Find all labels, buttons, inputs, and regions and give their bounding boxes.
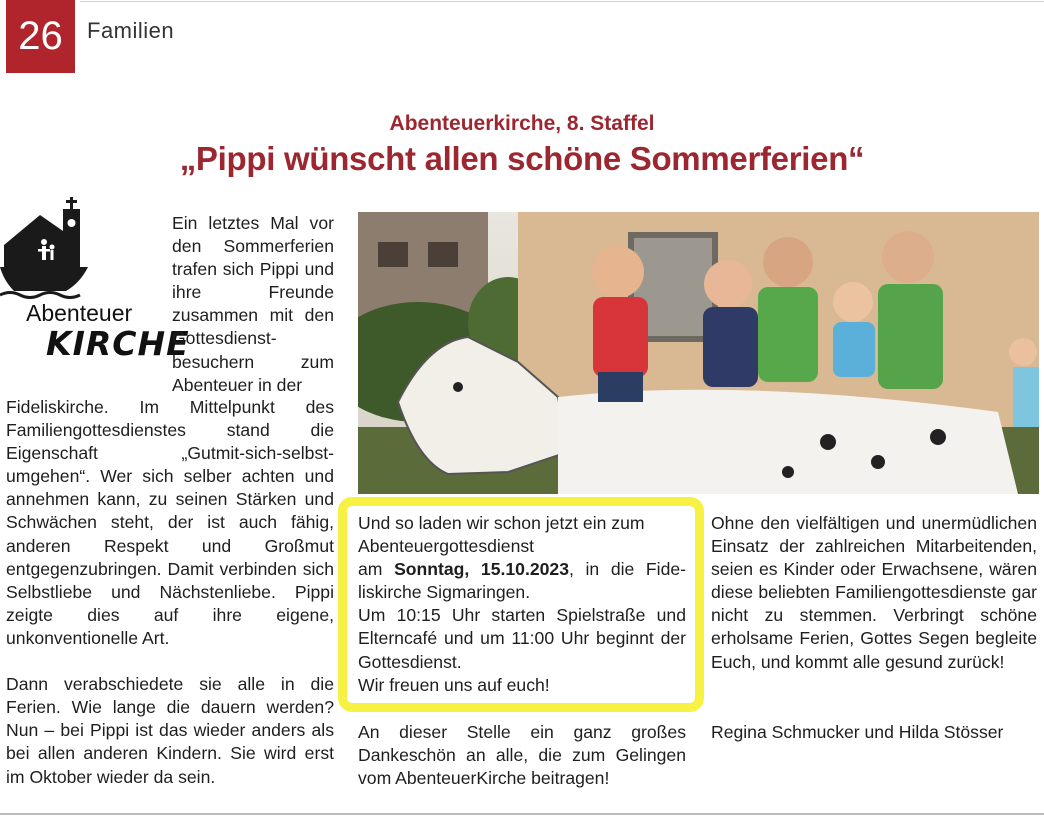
yellow-highlight-box <box>338 497 704 712</box>
section-title: Familien <box>87 18 175 43</box>
top-rule <box>80 1 1044 2</box>
column-3 <box>711 512 1037 674</box>
signature-block <box>711 721 1037 744</box>
column-1-main <box>6 396 334 789</box>
bottom-rule <box>0 813 1044 815</box>
thanks-paragraph: An dieser Stelle ein ganz großes Dankeschön an alle, die zum Gelingen vom AbenteuerKirche beitragen! <box>358 722 686 789</box>
invite-line-4: Wir freuen uns auf euch! <box>358 674 550 695</box>
column-1-intro <box>172 212 334 397</box>
logo-word-kirche: KIRCHE <box>46 324 190 363</box>
invite-line-3: Um 10:15 Uhr starten Spielstraße und Elterncafé und um 11:00 Uhr beginnt der Gottesdienst. <box>358 605 686 672</box>
article-kicker: Abenteuerkirche, 8. Staffel <box>389 112 655 135</box>
article-photo <box>358 212 1039 494</box>
thanks-block <box>358 721 686 790</box>
intro-paragraph: Ein letztes Mal vor den Sommerferien trafen sich Pippi und ihre Freunde zusammen mit den Gottesdienstbesuchern zum Abenteuer in der <box>172 213 334 395</box>
signature: Regina Schmucker und Hilda Stösser <box>711 722 1004 742</box>
invite-date-suffix: , in die Fideliskirche Sigmaringen. <box>358 559 686 603</box>
invite-date-prefix: am <box>358 559 395 580</box>
body-paragraph-1: Fideliskirche. Im Mittelpunkt des Familiengottesdienstes stand die Eigenschaft „Gutmit-sich-selbst-umgehen“. Wer sich selber achten und annehmen kann, zu seinen Stärken und Schwächen steht, der ist auch fähig, anderen Respekt und Großmut entgegenzubringen. Damit verbinden sich Selbstliebe und Nächstenliebe. Pippi zeigte dies auf ihre eigene, unkonventionelle Art. <box>6 397 334 648</box>
logo-word-abenteuer: Abenteuer <box>26 300 133 326</box>
invite-date: Sonntag, 15.10.2023 <box>394 559 569 580</box>
article-headline: „Pippi wünscht allen schöne Sommerferien“ <box>179 140 865 177</box>
closing-paragraph: Ohne den vielfältigen und unermüdlichen Einsatz der zahlreichen Mitarbeitenden, seien es Kinder oder Erwachsene, wären diese beliebten Familiengottesdienste gar nicht zu stemmen. Verbringt schöne erholsame Ferien, Gottes Segen begleite Euch, und kommt alle gesund zurück! <box>711 513 1037 672</box>
invite-line-1: Und so laden wir schon jetzt ein zum Abenteuergottesdienst <box>358 513 645 557</box>
body-paragraph-2: Dann verabschiedete sie alle in die Ferien. Wie lange die dauern werden? Nun – bei Pippi ist das wieder anders als bei allen anderen Kindern. Sie wird erst im Oktober wieder da sein. <box>6 674 334 787</box>
page-number-badge: 26 <box>6 0 75 73</box>
